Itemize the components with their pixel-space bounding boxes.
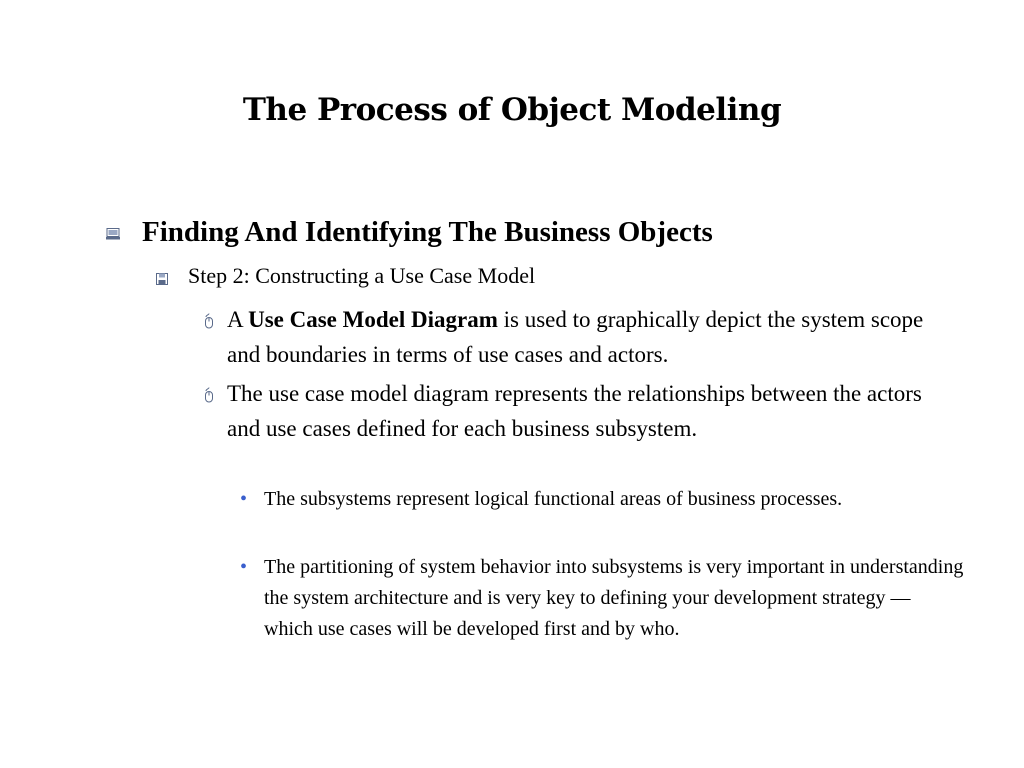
mouse-icon — [203, 387, 215, 403]
bullet-level4-text-b: The partitioning of system behavior into subsystems is very important in understanding the system architecture and is very key to defining your development strategy — which use cases will be developed first and by who. — [264, 556, 964, 640]
bullet-dot: • — [240, 488, 248, 510]
bullet-dot: • — [240, 556, 248, 578]
bullet-level3-text-a — [227, 302, 957, 372]
lvl3a-prefix: A — [227, 307, 249, 332]
bullet-level4-text-a: The subsystems represent logical functional areas of business processes. — [264, 488, 843, 510]
floppy-disk-icon — [156, 273, 168, 285]
mouse-icon — [203, 313, 215, 329]
bullet-level2-text: Step 2: Constructing a Use Case Model — [188, 263, 536, 288]
slide-title: The Process of Object Modeling — [242, 92, 782, 128]
monitor-icon — [106, 228, 120, 240]
lvl3a-suffix: is used to graphically depict the system scope and boundaries in terms of use cases and actors. — [227, 307, 924, 367]
bullet-level1-text: Finding And Identifying The Business Objects — [142, 216, 713, 248]
lvl3a-bold-term: Use Case Model Diagram — [248, 307, 498, 332]
bullet-level3-text-b: The use case model diagram represents the relationships between the actors and use cases defined for each business subsystem. — [227, 381, 922, 441]
